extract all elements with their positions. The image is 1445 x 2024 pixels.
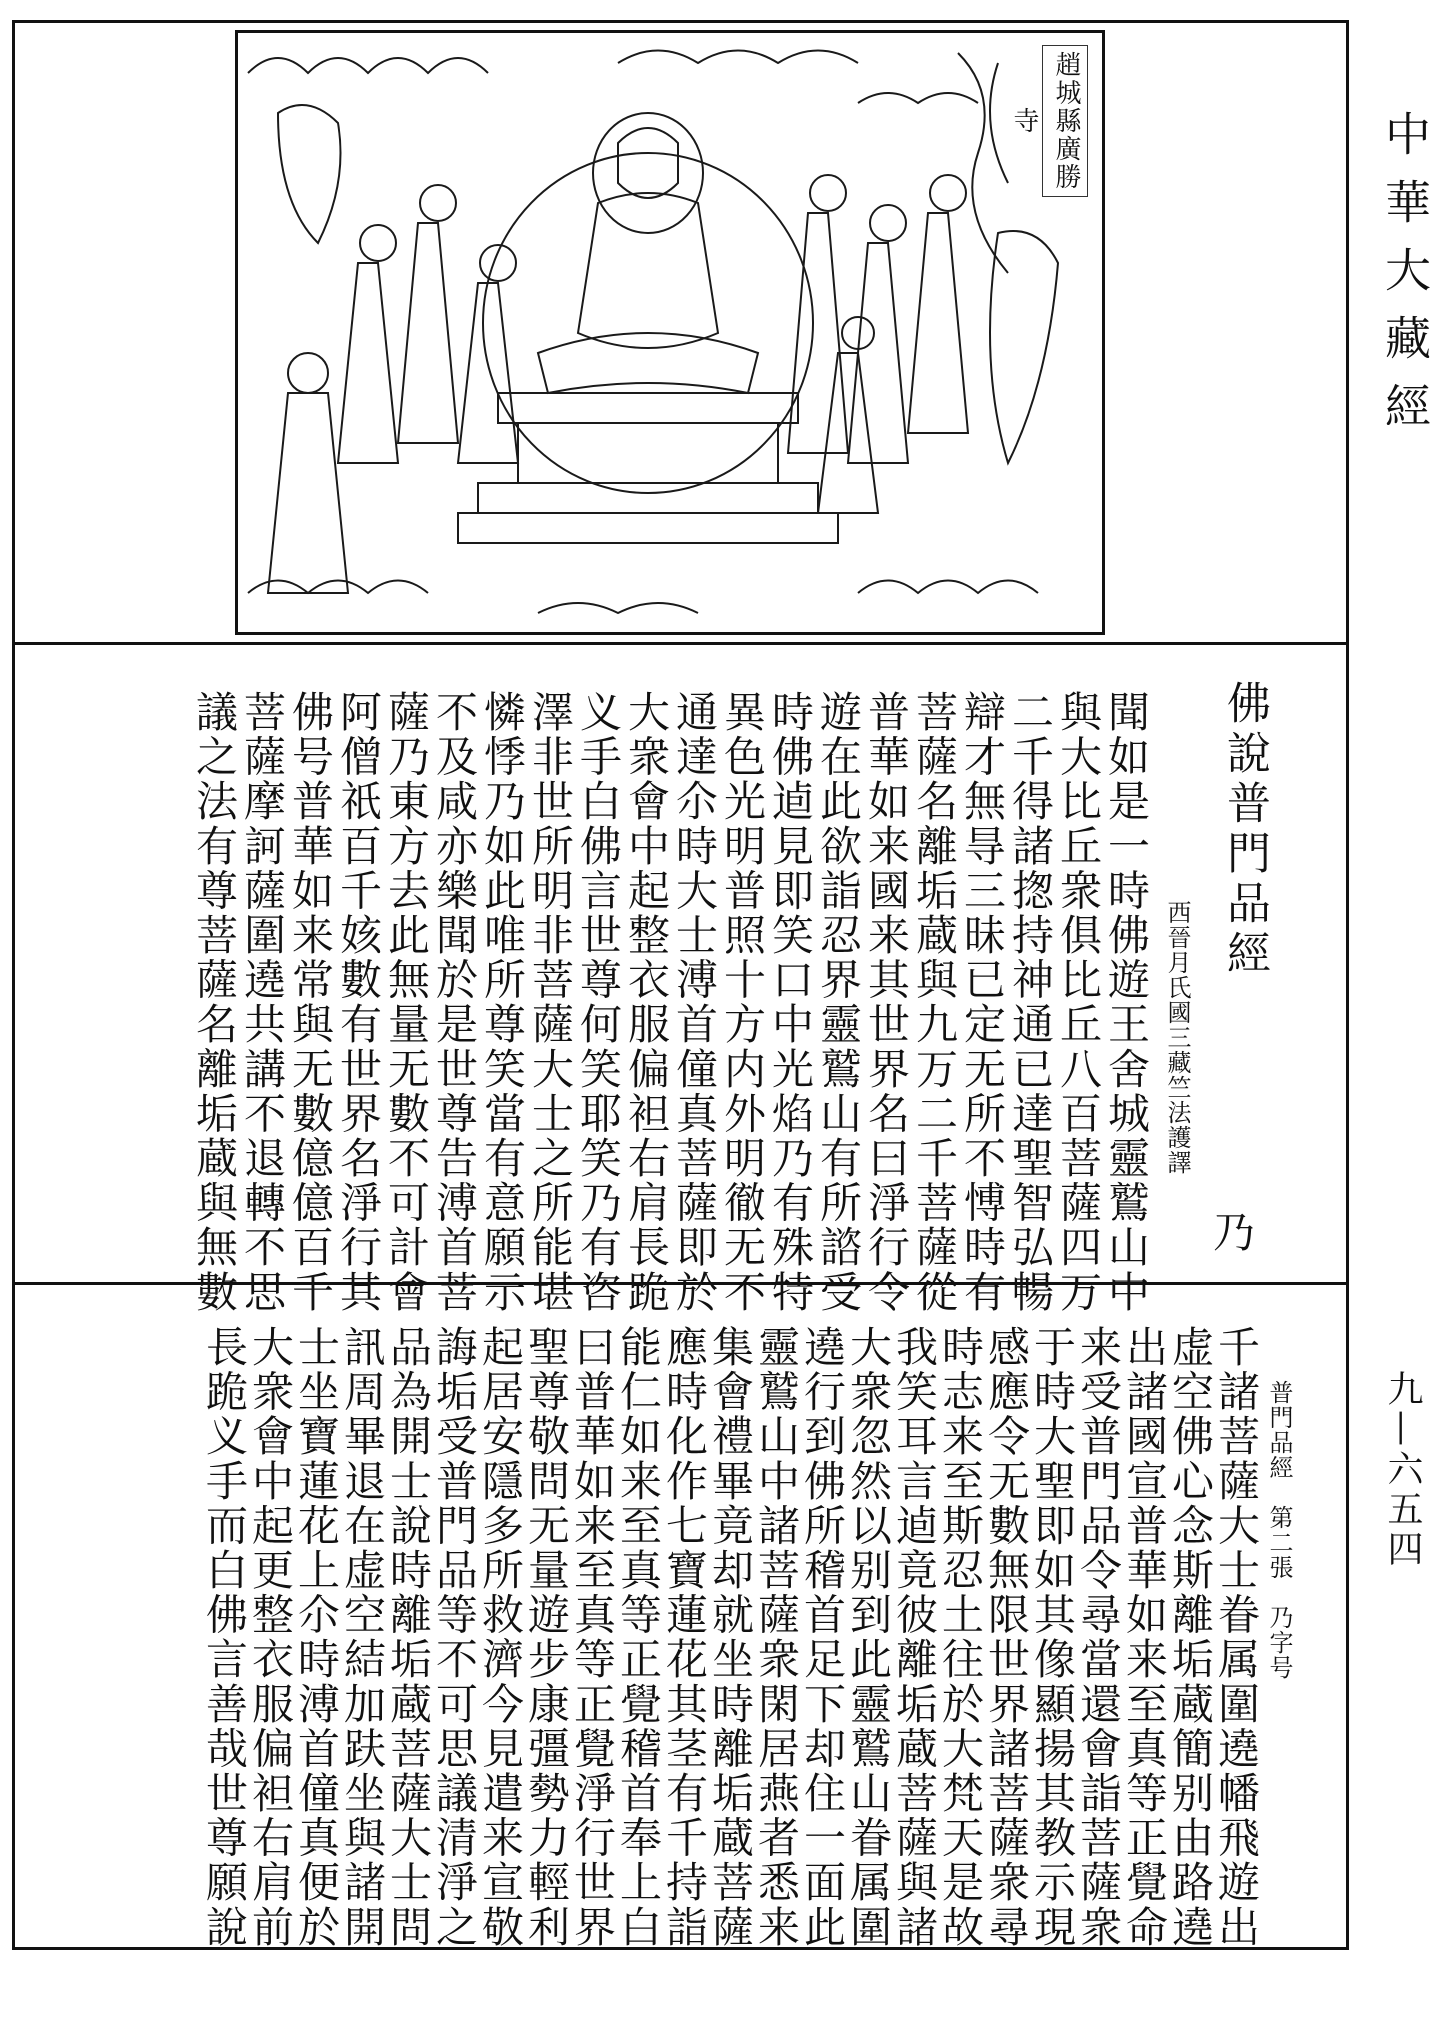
text-line: 来受普門品令尋當還會詣菩薩衆 [1074,1325,1123,1950]
text-line: 應時化作七寶蓮花其茎有千持詣 [660,1325,709,1950]
text-line: 異色光明普照十方内外明徹无不 [718,690,767,1315]
text-line: 普華如来國来其世界名曰淨行令 [862,690,911,1315]
sheet-footer-label: 普門品經 第二張 乃字号 [1265,1380,1293,1680]
text-line: 誨垢受普門品等不可思議清淨之 [430,1325,479,1950]
text-line: 辯才無㝵三昧已定无所不愽時有 [958,690,1007,1315]
text-line: 士坐寶蓮花上尒時溥首僮真便於 [292,1325,341,1950]
text-line: 大衆會中起更整衣服偏袒右肩前 [246,1325,295,1950]
text-line: 憐悸乃如此唯所尊笑當有意願示 [478,690,527,1315]
divider-top [12,642,1349,645]
text-line: 不及咸亦樂聞於是世尊告溥首菩 [430,690,479,1315]
text-line: 于時大聖即如其像顯揚其教示現 [1028,1325,1077,1950]
text-line: 訊周畢退在虚空結加趺坐與諸開 [338,1325,387,1950]
text-line: 議之法有尊菩薩名離垢蔵與無數 [190,690,239,1315]
frontispiece-illustration [235,30,1105,635]
text-line: 與大比丘衆俱比丘八百菩薩四万 [1054,690,1103,1315]
text-line: 時志来至斯忍土往於大梵天是故 [936,1325,985,1950]
text-line: 澤非世所明非菩薩大士之所能堪 [526,690,575,1315]
page-number: 九—六五四 [1382,1370,1423,1570]
text-line: 曰普華如来至真等正覺淨行世界 [568,1325,617,1950]
buddha-assembly-drawing [238,33,1102,632]
text-line: 大衆會中起整衣服偏袒右肩長跪 [622,690,671,1315]
text-line: 千諸菩薩大士眷属圍遶幡飛遊出 [1212,1325,1261,1950]
text-line: 菩薩摩訶薩圍遶共講不退轉不思 [238,690,287,1315]
text-line: 阿僧祇百千姟數有世界名淨行其 [334,690,383,1315]
text-line: 佛号普華如来常與无數億億百千 [286,690,335,1315]
text-line: 長跪义手而白佛言善哉世尊願說 [200,1325,249,1950]
text-line: 感應令无數無限世界諸菩薩衆尋 [982,1325,1031,1950]
text-line: 薩乃東方去此無量无數不可計會 [382,690,431,1315]
text-line: 能仁如来至真等正覺稽首奉上白 [614,1325,663,1950]
text-line: 聞如是一時佛遊王舍城靈鷲山中 [1102,690,1151,1315]
text-line: 遊在此欲詣忍界靈鷲山有所諮受 [814,690,863,1315]
text-line: 虚空佛心念斯離垢蔵簡别由路遶 [1166,1325,1215,1950]
collection-title: 中華大藏經 [1378,110,1432,450]
temple-label: 趙城縣廣勝寺 [1042,45,1088,197]
sutra-title: 佛說普門品經 [1219,680,1270,980]
text-line: 义手白佛言世尊何笑耶笑乃有咨 [574,690,623,1315]
text-line: 我笑耳言逌竟彼離垢蔵菩薩與諸 [890,1325,939,1950]
text-line: 大衆忽然以别到此靈鷲山眷属圍 [844,1325,893,1950]
text-line: 品為開士說時離垢蔵菩薩大士問 [384,1325,433,1950]
text-line: 靈鷲山中諸菩薩衆閑居燕者悉来 [752,1325,801,1950]
text-line: 二千得諸揔持神通已達聖智弘暢 [1006,690,1055,1315]
text-line: 菩薩名離垢蔵與九万二千菩薩從 [910,690,959,1315]
text-line: 出諸國宣普華如来至真等正覺命 [1120,1325,1169,1950]
text-line: 起居安隱多所救濟今見遣来宣敬 [476,1325,525,1950]
text-line: 聖尊敬問无量遊步康彊勢力輕利 [522,1325,571,1950]
text-line: 集會禮畢竟却就坐時離垢蔵菩薩 [706,1325,755,1950]
text-line: 遶行到佛所稽首足下却住一面此 [798,1325,847,1950]
character-mark: 乃 [1207,1210,1256,1255]
text-line: 時佛逌見即笑口中光焰乃有殊特 [766,690,815,1315]
text-line: 通達尒時大士溥首僮真菩薩即於 [670,690,719,1315]
translator-credit: 西晉月氏國三藏竺法護譯 [1163,900,1191,1175]
